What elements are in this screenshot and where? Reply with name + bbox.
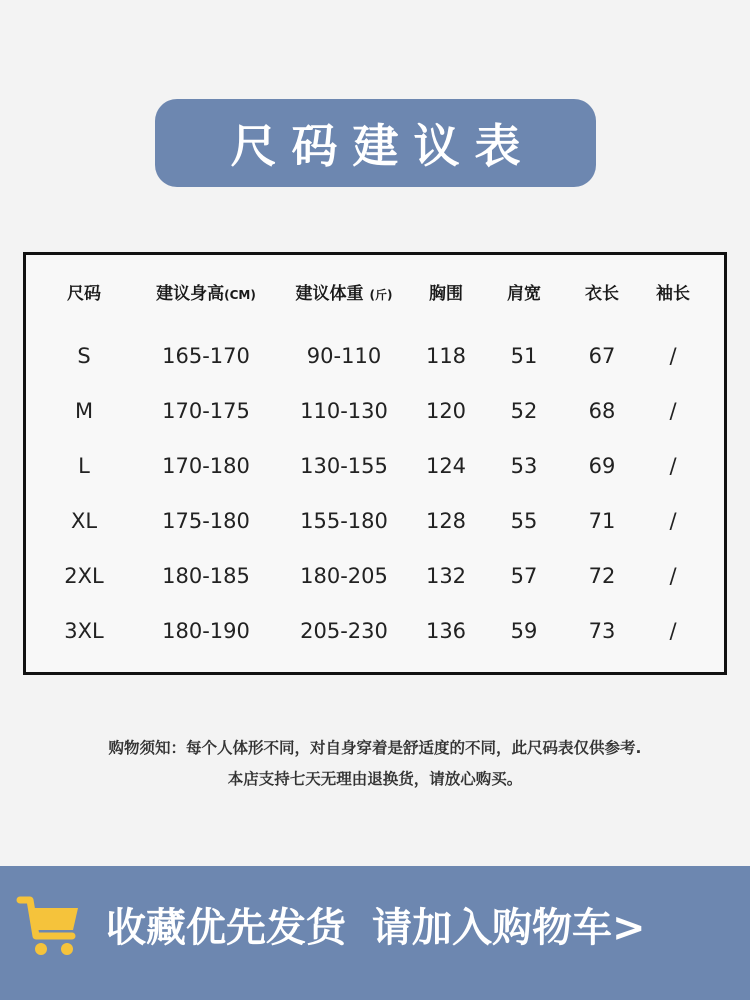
table-cell: 136: [425, 619, 467, 643]
table-cell: 128: [425, 509, 467, 533]
table-header-cell: [429, 274, 463, 314]
page-title: 尺码建议表: [230, 119, 536, 173]
table-cell: 170-175: [162, 399, 250, 423]
shopping-notice-line1: 购物须知：每个人体形不同，对自身穿着是舒适度的不同，此尺码表仅供参考.: [108, 739, 642, 757]
footer-call-to-action[interactable]: [106, 898, 646, 958]
shopping-notice-line2: 本店支持七天无理由退换货，请放心购买。: [227, 770, 523, 788]
header-label: 建议身高: [156, 284, 225, 304]
table-cell: 67: [588, 344, 616, 368]
table-header-cell: [656, 274, 690, 314]
table-row: [26, 501, 724, 541]
size-table-frame: [23, 252, 727, 675]
table-cell: 68: [588, 399, 616, 423]
table-cell: 120: [425, 399, 467, 423]
table-cell: 73: [588, 619, 616, 643]
header-unit: (CM): [224, 288, 256, 302]
table-cell: 3XL: [64, 619, 104, 643]
header-label: 建议体重: [295, 284, 370, 304]
table-cell: 55: [510, 509, 538, 533]
table-cell: /: [669, 564, 677, 588]
table-cell: 57: [510, 564, 538, 588]
table-cell: 51: [510, 344, 538, 368]
table-cell: 205-230: [300, 619, 388, 643]
table-row: [26, 556, 724, 596]
table-header-cell: [296, 274, 393, 314]
table-cell: 180-205: [300, 564, 388, 588]
table-row: [26, 336, 724, 376]
table-cell: /: [669, 619, 677, 643]
table-cell: 72: [588, 564, 616, 588]
table-cell: 52: [510, 399, 538, 423]
footer-favorite-text: 收藏优先发货: [106, 905, 346, 951]
table-row: [26, 391, 724, 431]
table-header-row: [26, 274, 724, 314]
header-label: 尺码: [67, 284, 101, 304]
table-cell: 180-185: [162, 564, 250, 588]
table-cell: 180-190: [162, 619, 250, 643]
table-cell: 90-110: [306, 344, 382, 368]
table-header-cell: [507, 274, 541, 314]
table-cell: /: [669, 509, 677, 533]
table-cell: 130-155: [300, 454, 388, 478]
table-cell: 118: [425, 344, 467, 368]
table-cell: /: [669, 454, 677, 478]
header-label: 袖长: [656, 284, 690, 304]
table-cell: M: [74, 399, 94, 423]
table-cell: 53: [510, 454, 538, 478]
table-cell: 110-130: [300, 399, 388, 423]
table-row: [26, 611, 724, 651]
header-label: 胸围: [429, 284, 463, 304]
footer-add-to-cart-text[interactable]: 请加入购物车>: [372, 905, 646, 951]
shopping-cart-icon[interactable]: [16, 892, 84, 960]
header-label: 肩宽: [507, 284, 541, 304]
table-cell: 170-180: [162, 454, 250, 478]
table-header-cell: [585, 274, 619, 314]
table-cell: 165-170: [162, 344, 250, 368]
table-cell: S: [77, 344, 91, 368]
table-cell: /: [669, 399, 677, 423]
table-cell: 175-180: [162, 509, 250, 533]
table-cell: /: [669, 344, 677, 368]
table-cell: 59: [510, 619, 538, 643]
title-banner: [155, 99, 596, 187]
table-header-cell: [67, 274, 101, 314]
header-label: 衣长: [585, 284, 619, 304]
table-cell: 2XL: [64, 564, 104, 588]
table-cell: 155-180: [300, 509, 388, 533]
table-cell: 124: [425, 454, 467, 478]
table-cell: 69: [588, 454, 616, 478]
table-row: [26, 446, 724, 486]
header-unit: (斤): [369, 288, 393, 302]
table-cell: L: [78, 454, 90, 478]
table-cell: 71: [588, 509, 616, 533]
table-cell: XL: [70, 509, 98, 533]
table-cell: 132: [425, 564, 467, 588]
table-header-cell: [156, 274, 256, 314]
footer-bar[interactable]: [0, 866, 750, 1000]
